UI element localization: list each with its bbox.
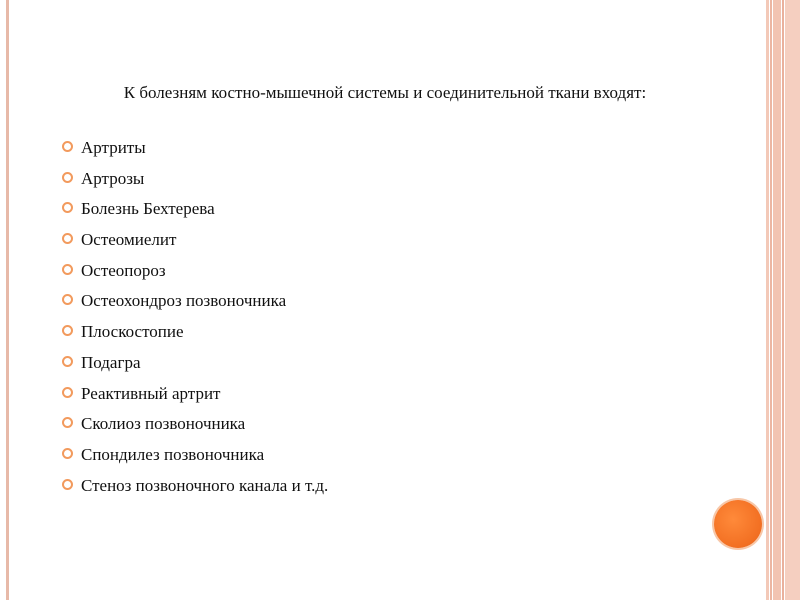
list-item bbox=[60, 472, 328, 503]
circle-bullet-icon bbox=[62, 294, 73, 305]
list-item bbox=[60, 441, 328, 472]
stripe bbox=[785, 0, 800, 600]
circle-bullet-icon bbox=[62, 356, 73, 367]
list-item-label: Остеомиелит bbox=[81, 230, 177, 250]
list-item-label: Сколиоз позвоночника bbox=[81, 414, 246, 434]
circle-bullet-icon bbox=[62, 325, 73, 336]
stripe bbox=[782, 0, 784, 600]
list-item bbox=[60, 410, 328, 441]
circle-bullet-icon bbox=[62, 417, 73, 428]
list-item bbox=[60, 257, 328, 288]
list-item-label: Реактивный артрит bbox=[81, 383, 221, 403]
list-item bbox=[60, 318, 328, 349]
stripe bbox=[766, 0, 769, 600]
circle-bullet-icon bbox=[62, 448, 73, 459]
circle-bullet-icon bbox=[62, 172, 73, 183]
right-decorative-stripes bbox=[766, 0, 800, 600]
slide-title: К болезням костно-мышечной системы и соединительной ткани входят: bbox=[123, 83, 647, 102]
circle-bullet-icon bbox=[62, 387, 73, 398]
list-item bbox=[60, 380, 328, 411]
list-item-label: Остеопороз bbox=[81, 260, 166, 280]
list-item-label: Артриты bbox=[81, 138, 146, 157]
list-item bbox=[60, 134, 328, 165]
list-item-label: Плоскостопие bbox=[81, 322, 184, 342]
circle-bullet-icon bbox=[62, 264, 73, 275]
list-item bbox=[60, 195, 328, 226]
list-item-label: Артрозы bbox=[81, 168, 145, 188]
list-item bbox=[60, 349, 328, 380]
circle-bullet-icon bbox=[62, 202, 73, 213]
disease-list bbox=[60, 134, 328, 502]
circle-bullet-icon bbox=[62, 479, 73, 490]
stripe bbox=[770, 0, 772, 600]
orange-circle-decoration bbox=[714, 500, 762, 548]
list-item bbox=[60, 226, 328, 257]
list-item-label: Спондилез позвоночника bbox=[81, 444, 265, 464]
list-item bbox=[60, 165, 328, 196]
list-item-label: Остеохондроз позвоночника bbox=[81, 291, 287, 311]
left-decorative-rule bbox=[6, 0, 9, 600]
list-item-label: Болезнь Бехтерева bbox=[81, 199, 215, 219]
list-item-label: Подагра bbox=[81, 352, 141, 372]
circle-bullet-icon bbox=[62, 233, 73, 244]
circle-bullet-icon bbox=[62, 141, 73, 152]
list-item bbox=[60, 287, 328, 318]
stripe bbox=[773, 0, 781, 600]
list-item-label: Стеноз позвоночного канала и т.д. bbox=[81, 475, 329, 495]
